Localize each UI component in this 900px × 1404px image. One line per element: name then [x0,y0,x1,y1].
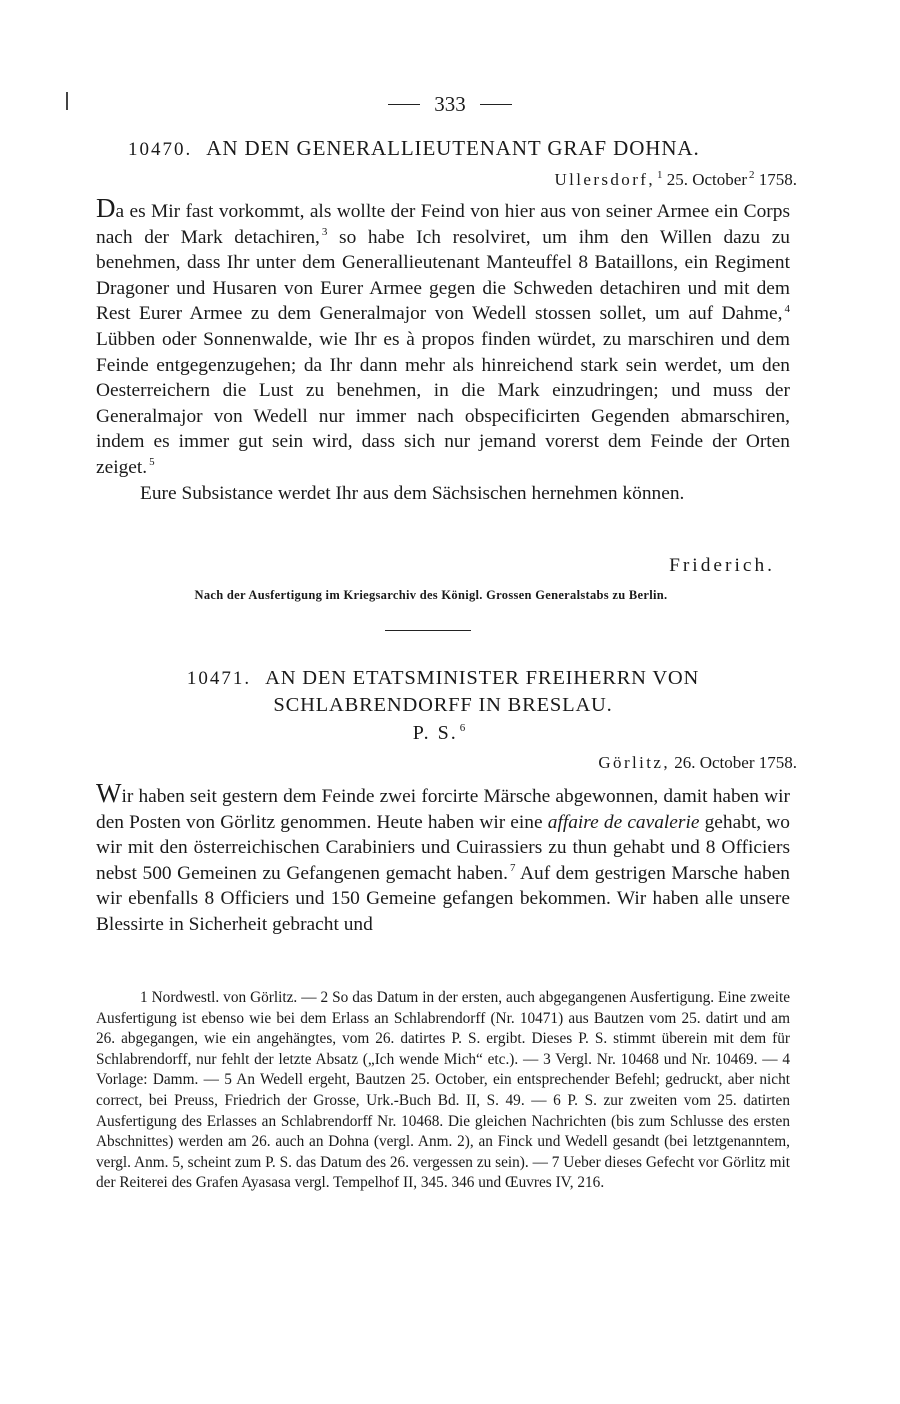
letter-1-year: 1758. [758,170,797,189]
letter-1-number: 10470. [128,139,193,160]
footnote-ref-7: 7 [509,862,516,875]
letter-1-text-c: Lübben oder Sonnenwalde, wie Ihr es à propos finden würdet, zu marschiren und dem Feinde entgegenzugehen; da Ihr dann mehr als hinreichend stark sein werdet, um den Oesterreichern die Lust zu benehmen, in die Mark einzudringen; und muss der Generalmajor von Wedell nur immer nach obspecificirten Gegenden abmarschiren, indem es immer gut sein wird, dass sich nur jemand vorerst dem Feinde der Orten zeiget. [96,328,790,478]
letter-1-paragraph-2: Eure Subsistance werdet Ihr aus dem Sächsischen hernehmen können. [140,482,685,504]
footnote-ref-2: 2 [749,169,755,182]
letter-2-text-b: gehabt, wo wir mit den österreichischen Carabiniers und Cuirassiers zu thun gehabt und 8 Officiers nebst 500 Gemeinen zu Gefangenen gemacht haben. [96,811,790,884]
footnote-ref-3: 3 [321,226,328,239]
letter-2-italic-phrase: affaire de cavalerie [547,811,700,833]
footnotes-text: 1 Nordwestl. von Görlitz. — 2 So das Datum in der ersten, auch abgegangenen Ausfertigung. Eine zweite Ausfertigung ist ebenso wie bei dem Erlass an Schlabrendorff (Nr. 10471) aus Bautzen vom 25. datirt und am 26. abgegangen, wie ein angehängtes, vom 26. datirtes P. S. ergibt. Dieses P. S. stimmt überein mit dem für Schlabrendorff, nur fehlt der letzte Absatz („Ich wende Mich“ etc.). — 3 Vergl. Nr. 10468 und Nr. 10469. — 4 Vorlage: Damm. — 5 An Wedell ergeht, Bautzen 25. October, ein entsprechender Befehl; gedruckt, aber nicht correct, bei Preuss, Friedrich der Grosse, Urk.-Buch Bd. II, S. 49. — 6 P. S. zur zweiten vom 25. datirten Ausfertigung des Erlasses an Schlabrendorff Nr. 10468. Die gleichen Nachrichten (bis zum Schlusse des ersten Abschnittes) werden am 26. auch an Dohna (vergl. Anm. 2), an Finck und Wedell gesandt (bei letztgenanntem, vergl. Anm. 5, scheint zum P. S. das Datum des 26. vergessen zu sein). — 7 Ueber dieses Gefecht vor Görlitz mit der Reiterei des Grafen Ayasasa vergl. Tempelhof II, 345. 346 und Œuvres IV, 216. [96,989,790,1192]
letter-1-title: AN DEN GENERALLIEUTENANT GRAF DOHNA. [206,136,700,160]
header-dash-left [388,104,420,105]
letter-2-number: 10471. [186,668,252,689]
letter-2-heading-line-1 [96,665,790,692]
footnote-ref-1: 1 [656,169,663,182]
letter-1-place-date [554,170,797,190]
letter-2-heading [96,665,790,718]
letter-2-place: Görlitz, [598,753,670,772]
footnote-ref-4: 4 [784,302,790,315]
letter-2-text-c: Auf dem gestrigen Marsche haben wir ebenfalls 8 Officiers und 150 Gemeine gefangen bekommen. Wir haben alle unsere Blessirte in Sicherheit gebracht und [96,862,790,935]
letter-2-ps: P. S. [412,722,458,744]
letter-1-body [96,195,790,506]
letter-2-initial: W [96,778,122,808]
letter-2-place-date [598,753,797,773]
letter-2-text-a: ir haben seit gestern dem Feinde zwei forcirte Märsche abgewonnen, damit haben wir den Posten von Görlitz genommen. Heute haben wir eine [96,786,790,833]
footnotes [96,988,790,1194]
letter-1-place: Ullersdorf, [554,170,655,189]
letter-2-ps-label [0,722,880,745]
header-dash-right [480,104,512,105]
letter-2-title-1: AN DEN ETATSMINISTER FREIHERRN VON [265,667,700,689]
letter-1-initial: D [96,193,116,223]
letter-1-signature: Friderich. [669,555,775,576]
footnote-ref-5: 5 [149,456,155,469]
letter-1-text-b: so habe Ich resolviret, um ihm den Willen dazu zu benehmen, dass Ihr unter dem Generallieutenant Manteuffel 8 Bataillons, ein Regiment Dragoner und Husaren von Eurer Armee gegen die Schweden detachiren und mit dem Rest Eurer Armee zu dem Generalmajor von Wedell stossen sollet, um auf Dahme, [96,226,790,325]
footnote-ref-6: 6 [459,722,468,735]
page-number: 333 [434,92,466,116]
letter-2-heading-line-2: SCHLABRENDORFF IN BRESLAU. [273,694,613,716]
letter-1-date: 25. October [666,170,747,189]
letter-1-paragraph-1 [96,195,790,481]
page-header [0,92,900,117]
letter-1-source-note: Nach der Ausfertigung im Kriegsarchiv des Königl. Grossen Generalstabs zu Berlin. [194,588,668,602]
letter-1-heading [128,136,768,161]
letter-2-body [96,780,790,938]
letter-1-text-a: a es Mir fast vorkommt, als wollte der Feind von hier aus von seiner Armee ein Corps nach der Mark detachiren, [96,201,790,248]
letter-2-paragraph-1 [96,780,790,938]
letter-2-date: 26. October 1758. [674,753,797,772]
section-divider [385,630,471,631]
